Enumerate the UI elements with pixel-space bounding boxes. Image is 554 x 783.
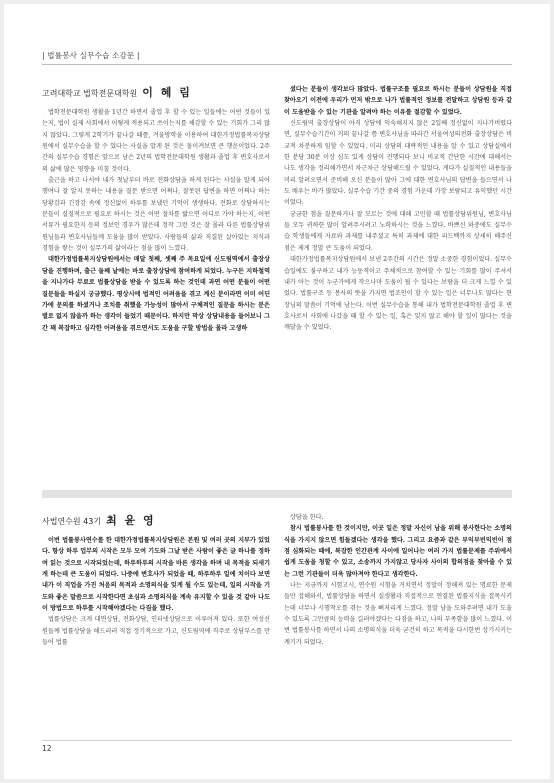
paragraph: 참시 법률봉사를 한 것이지만, 이곳 일은 정말 자신이 남을 위해 봉사한다는 소명의식을 가지지 않으면 힘들겠다는 생각을 했다. 그리고 요즘과 같은 부익부빈익빈이 점점 심화되는 때에, 복잡한 인간관계 사이에 일어나는 여러 가지 법률문제를 주위에서 쉽게 도움을 청할 수 있고, 소송까지 가지않고 당사자 사이의 합의점을 찾아줄 수 있는 그런 기관들이 더욱 많아져야 한다고 생각한다. [284, 525, 512, 578]
paragraph: 나는 지금까지 시험고시, 연수원 시험을 거치면서 정말이 정해져 있는 명료한 문제들만 접해와서, 법률상담을 하면서 실생활과 직접적으로 연결된 법률지식을 접목시키는데 너무나 시행착오를 겪는 것을 뼈저리게 느꼈다. 정말 남을 도와주려면 내가 도울 수 있도록 그만큼의 능력을 길러야겠다는 다짐을 하고, 나의 부족함을 많이 느꼈다. 이번 법률봉사를 하면서 나의 소명의식을 더욱 굳건히 하고 목적을 다시한번 상기시키는 계기가 되었다. [284, 582, 512, 646]
paragraph: 궁금한 점을 질문하거나 잘 모르는 것에 대해 고민할 때 법률상담위원님, 변호사님들 모두 귀하한 많이 알려주시려고 노력하시는 것을 느꼈다. 바쁘신 와중에도 실무수습 학생들에게 자료와 과제를 내주셨고 특히 과제에 대한 피드백까지 상세히 해주신 점은 제게 정말 큰 도움이 되었다. [284, 210, 512, 252]
paragraph-list [42, 535, 270, 648]
page-number: 12 [42, 744, 52, 753]
section2-right-column [284, 512, 512, 742]
author-heading [42, 512, 270, 529]
paragraph: 상담을 한다. [290, 514, 324, 521]
author-heading [42, 84, 270, 101]
author-name: 이 혜 림 [142, 86, 192, 99]
page [4, 4, 550, 779]
footer-rule [42, 740, 512, 741]
section-divider [42, 490, 512, 498]
running-header: | 법률봉사 실무수습 소감문 | [42, 51, 140, 60]
section1-left-column [42, 84, 270, 479]
paragraph: 신도림역 출장상담이 아직 상담에 익숙해지지 않은 2일째 정신없이 지나가버렸다면, 실무수습기간이 거의 끝나갈 쯤 변호사님을 따라간 서울여성의전화 출장상담은 비교적 차분하게 임할 수 있었다. 미리 상담의 대략적인 내용을 알 수 있고 상담실에서 한 분당 30분 이상 심도 있게 상담이 진행되다 보니 비교적 간단한 시간에 대해서는 나도 생각을 정리해가면서 차근차근 상담해드릴 수 있었다. 게다가 실질적인 내용들을 미리 알려오면서 준비해 오신 분들이 많아 그에 대한 변호사님의 답변을 들으면서 나도 배우는 바가 많았다. 실무수습 기간 중의 경험 가운데 가장 보람되고 유익했던 시간이었다. [284, 120, 512, 207]
paragraph: 대한가정법률복지상담원에서 보낸 2주간의 시간은 정말 소중한 경험이었다. 실무수습일에도 불구하고 내가 능동적이고 주체적으로 참여할 수 있는 기회를 많이 주셔서 내가 아는 것이 누군가에게 작으나마 도움이 될 수 있다는 보람을 더 크게 느낄 수 있었다. 법률구조 등 봉사의 뜻을 가지면 법조인이 할 수 있는 일은 너무나도 많다는 현장님의 말씀이 기억에 남는다. 이번 실무수습을 통해 내가 법학전문대학원 졸업 후 변호사로서 사회에 나갔을 때 할 수 있는 일, 혹은 잊지 않고 해야 할 일이 많다는 것을 깨달을 수 있었다. [284, 256, 512, 332]
section1-right-column [284, 84, 512, 479]
author-name: 최 윤 영 [106, 514, 156, 527]
author-affiliation: 고려대학교 법학전문대학원 [42, 89, 138, 98]
paragraph-list [42, 107, 270, 334]
paragraph: 법학전문대학원 생활을 1년간 하면서 졸업 후 할 수 있는 일들에는 어떤 것들이 있는지, 법이 실제 사회에서 어떻게 적용되고 쓰이는지를 체감할 수 있는 기회가 그리 많지 않았다. 그렇게 2학기가 끝나갈 때쯤, 겨울방학을 이용하여 대한가정법률복지상담원에서 실무수습을 할 수 있다는 사실을 알게 된 것은 돌이켜보면 큰 행운이었다. 2주간의 실무수습 경험은 앞으로 남은 2년의 법학전문대학원 생활과 졸업 후 변호사로서의 삶에 많은 영향을 미칠 것이다. [42, 109, 270, 173]
paragraph-list [284, 512, 512, 648]
paragraph: 대한가정법률복지상담원에서는 매달 첫째, 셋째 주 목요일에 신도림역에서 출장상담을 진행하며, 출근 둘째 날에는 바로 출장상담에 참여하게 되었다. 누구든 지하철역을 지나가다 무료로 법률상담을 받을 수 있도록 하는 것인데 과연 어떤 분들이 어떤 질문들을 하실지 궁금했다. 평상시에 법적인 어려움을 겪고 계신 분이라면 이미 어딘가에 문의를 하셨거나 조치를 취했을 가능성이 많아서 구체적인 질문을 하시는 분은 별로 없지 않을까 하는 생각이 들었기 때문이다. 하지만 막상 상담내용을 들어보니 그간 꽤 복잡하고 심각한 어려움을 겪으면서도 도움을 구할 방법을 몰라 고생하 [42, 256, 270, 332]
paragraph: 셨다는 분들이 생각보다 많았다. 법률구조를 필요로 하시는 분들이 상담원을 직접 찾아오기 이전에 우리가 먼저 밖으로 나가 법률적인 정보를 전달하고 상담원 등과 같이 도움받을 수 있는 기관을 알려야 하는 이유를 절감할 수 있었다. [284, 86, 512, 116]
paragraph: 출근을 하고 나서야 내가 첫날부터 바로 전화상담을 하게 된다는 사실을 알게 되어 행여나 잘 알지 못하는 내용을 질문 받으면 어쩌나, 잘못된 답변을 하면 어쩌나 하는 당황감과 긴장감 속에 정신없이 하루를 보냈던 기억이 생생하다. 전화로 상담하시는 분들이 실질적으로 필요로 하시는 것은 어떤 절차를 밟으면 어디로 가야 하는지, 어떤 서류가 필요한지 등의 정보인 경우가 많은데 정작 그런 것은 잘 몰라 다른 법률상담위원님들과 변호사님들께 도움을 많이 받았다. 사람들의 삶과 직결된 살아있는 지식과 경험을 쌓는 것이 실무가의 삶이라는 점을 많이 느꼈다. [42, 177, 270, 253]
header-rule [42, 64, 512, 65]
paragraph-list [284, 84, 512, 334]
paragraph: 법률상담은 크게 대면상담, 전화상담, 인터넷상담으로 이루어져 있다. 또한 여성선원들께 법률상담을 해드리러 직접 정기적으로 가고, 신도림역에 직주로 상담부스를 만들어 법률 [42, 616, 270, 647]
paragraph: 이번 법률봉사연수를 한 대한가정법률복지상담원은 본원 및 여러 곳의 지부가 있었다. 항상 하루 업무의 시작은 모두 모여 기도와 그날 받은 사람이 좋은 글 하나를 정하여 읽는 것으로 시작되었는데, 하루하루의 시작을 바른 생각을 하며 내 목적을 되새기게 하는데 큰 도움이 되었다. 나중에 변호사가 되었을 때, 하루하루 일에 치이다 보면 내가 이 직업을 가진 처음의 목적과 소명의식을 잊게 될 수도 있는데, 일의 시작을 기도와 좋은 말씀으로 시작한다면 초심과 소명의식을 계속 유지할 수 있을 것 같아 나도 이 방법으로 하루를 시작해야겠다는 다짐을 했다. [42, 537, 270, 613]
essay-section-1 [42, 84, 512, 479]
section2-left-column [42, 512, 270, 742]
author-affiliation: 사법연수원 43기 [42, 517, 102, 526]
essay-section-2 [42, 512, 512, 742]
